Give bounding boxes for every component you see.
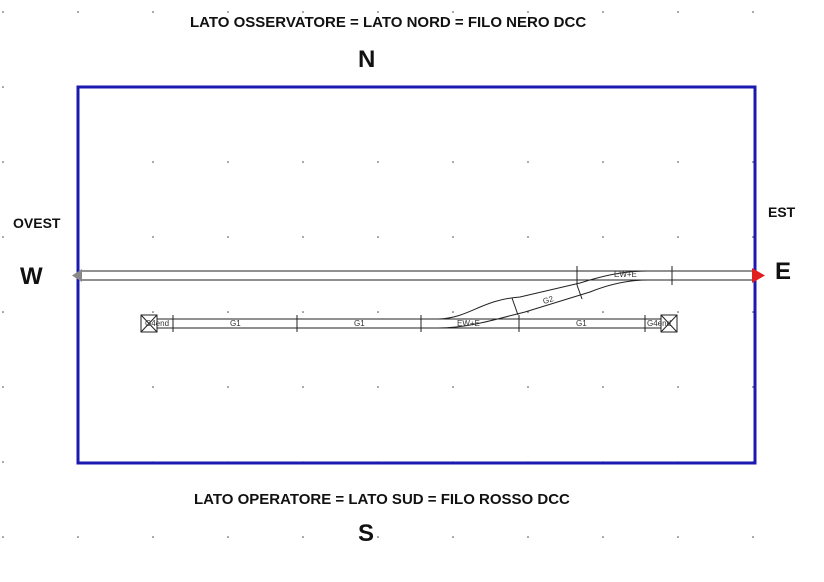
grid-dot: [752, 536, 754, 538]
layout-frame: [78, 87, 755, 463]
grid-dot: [152, 536, 154, 538]
grid-dot: [452, 161, 454, 163]
grid-dot: [527, 386, 529, 388]
grid-dot: [77, 536, 79, 538]
grid-dot: [152, 386, 154, 388]
grid-dot: [2, 386, 4, 388]
grid-dot: [302, 386, 304, 388]
grid-dot: [602, 311, 604, 313]
grid-dot: [602, 11, 604, 13]
grid-dot: [602, 386, 604, 388]
grid-dot: [377, 236, 379, 238]
grid-dot: [677, 161, 679, 163]
grid-dot: [227, 386, 229, 388]
compass-east: E: [775, 258, 792, 285]
grid-dot: [152, 236, 154, 238]
grid-dot: [77, 11, 79, 13]
grid-dot: [452, 11, 454, 13]
grid-dot: [2, 311, 4, 313]
grid-dot: [152, 161, 154, 163]
grid-dot: [452, 311, 454, 313]
grid-dot: [677, 386, 679, 388]
label-g1-c: G1: [576, 319, 587, 328]
grid-dot: [302, 311, 304, 313]
grid-dot: [752, 11, 754, 13]
grid-dot: [302, 236, 304, 238]
grid-dot: [452, 236, 454, 238]
grid-dot: [227, 236, 229, 238]
grid-dot: [527, 11, 529, 13]
grid-dot: [377, 311, 379, 313]
grid-dot: [227, 161, 229, 163]
label-lower-turnout: EW+E: [457, 319, 480, 328]
grid-dot: [2, 86, 4, 88]
east-end-arrow: [752, 268, 765, 283]
grid-dot: [152, 311, 154, 313]
label-upper-turnout: EW+E: [614, 270, 637, 279]
grid-dot: [2, 461, 4, 463]
grid-dot: [677, 236, 679, 238]
grid-dot: [2, 236, 4, 238]
label-diagonal: G2: [541, 294, 555, 307]
west-name: OVEST: [13, 215, 61, 231]
compass-west: W: [20, 263, 43, 290]
grid-dot: [302, 11, 304, 13]
grid-dot: [302, 161, 304, 163]
label-end-left: G4end: [145, 319, 170, 328]
compass-north: N: [358, 46, 376, 73]
grid-dot: [452, 386, 454, 388]
grid-dot: [602, 536, 604, 538]
label-g1-a: G1: [230, 319, 241, 328]
label-end-right: G4end: [647, 319, 672, 328]
main-track: [80, 266, 752, 285]
grid-dot: [227, 11, 229, 13]
grid-dot: [602, 161, 604, 163]
grid-dot: [227, 536, 229, 538]
grid-dot: [2, 11, 4, 13]
grid-dot: [2, 161, 4, 163]
grid-dot: [677, 11, 679, 13]
grid-dot: [152, 11, 154, 13]
grid-dot: [377, 161, 379, 163]
grid-dot: [527, 161, 529, 163]
grid-dot: [377, 11, 379, 13]
label-g1-b: G1: [354, 319, 365, 328]
grid-dot: [377, 386, 379, 388]
east-name: EST: [768, 204, 796, 220]
grid-dot: [602, 236, 604, 238]
grid-dot: [677, 536, 679, 538]
dot-grid: [2, 11, 754, 538]
grid-dot: [227, 311, 229, 313]
grid-dot: [2, 536, 4, 538]
grid-dot: [302, 536, 304, 538]
grid-dot: [677, 311, 679, 313]
north-side-caption: LATO OSSERVATORE = LATO NORD = FILO NERO DCC: [190, 14, 587, 31]
grid-dot: [452, 536, 454, 538]
grid-dot: [377, 536, 379, 538]
grid-dot: [527, 536, 529, 538]
compass-south: S: [358, 520, 375, 547]
south-side-caption: LATO OPERATORE = LATO SUD = FILO ROSSO DCC: [194, 491, 570, 508]
grid-dot: [527, 236, 529, 238]
